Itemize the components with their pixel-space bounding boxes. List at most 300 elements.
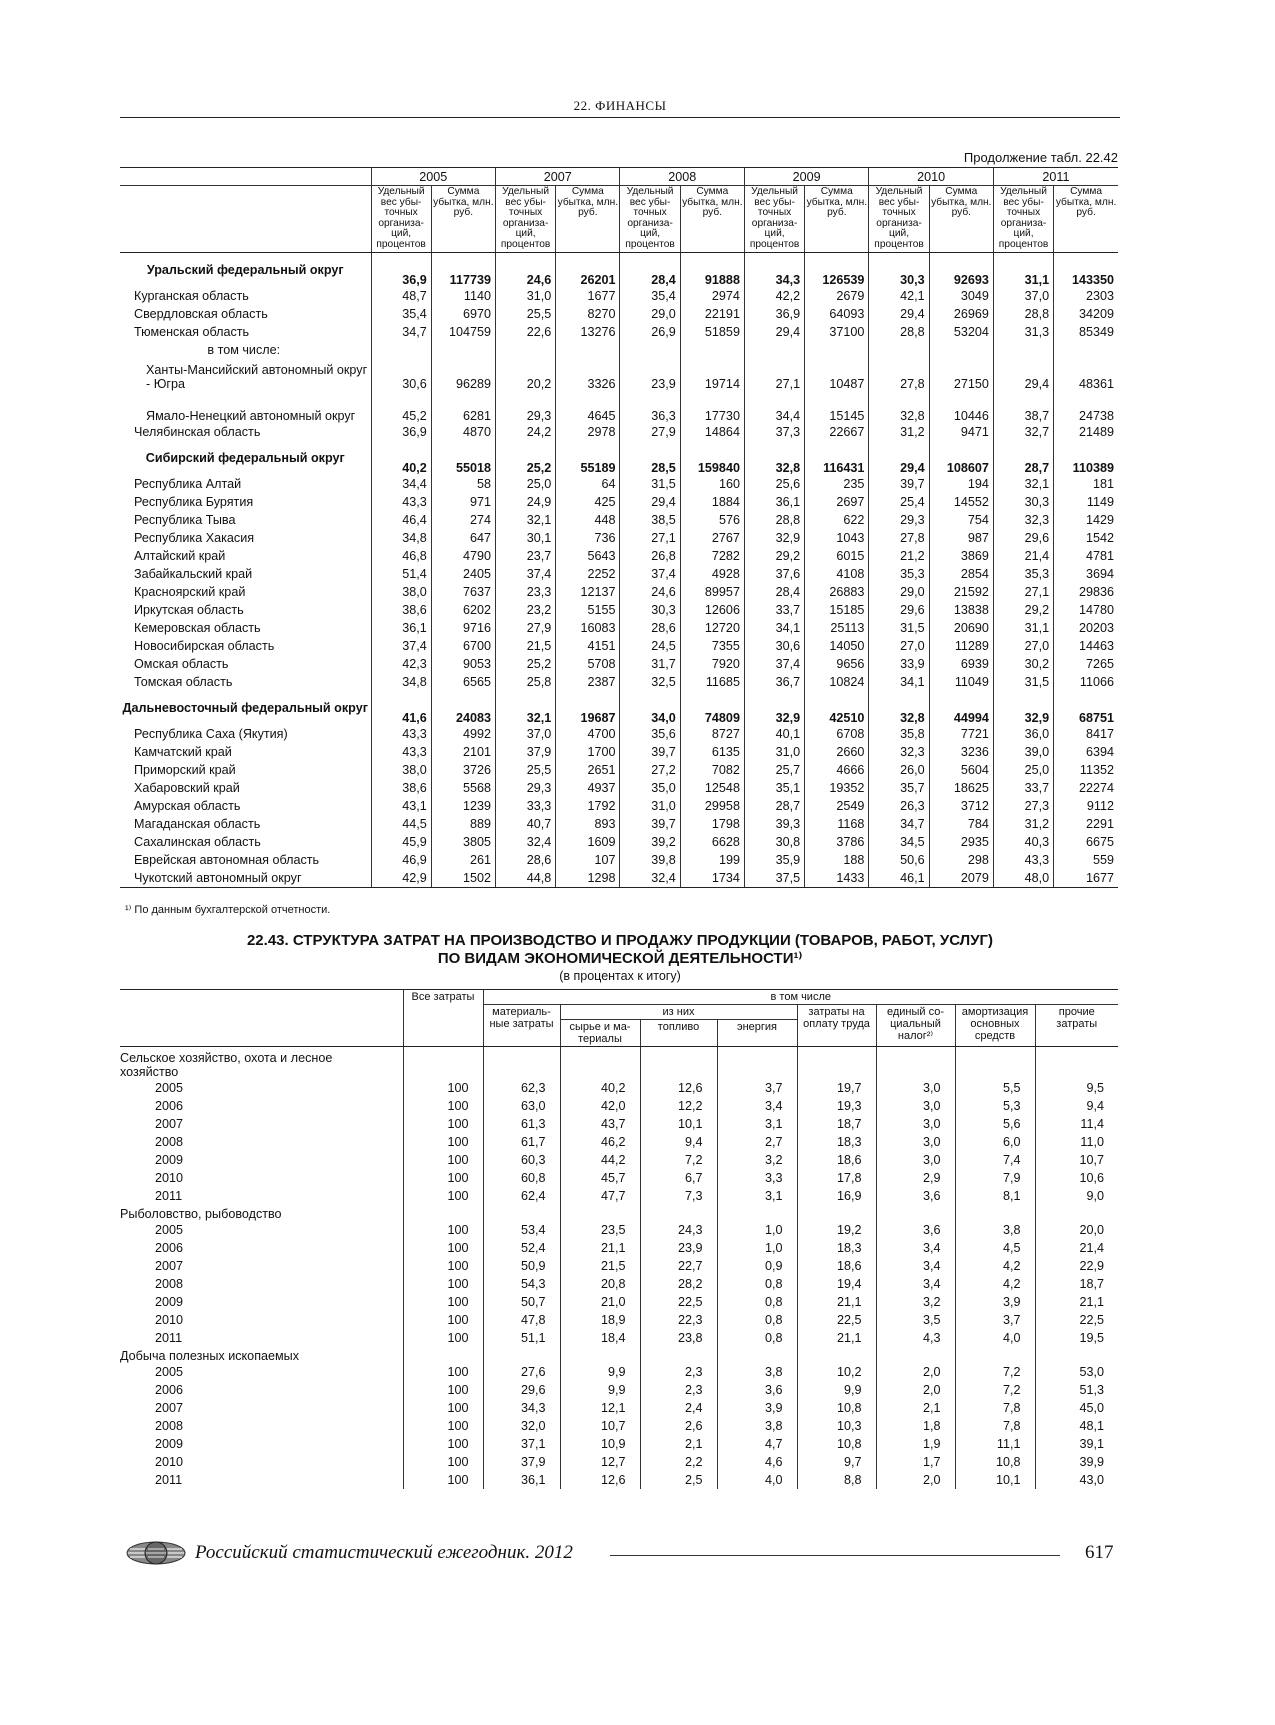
value-cell: 3,2: [717, 1151, 797, 1169]
value-cell: 17730: [680, 391, 744, 423]
value-cell: 3869: [929, 547, 993, 565]
value-cell: 37,4: [744, 655, 804, 673]
value-cell: 28,8: [869, 323, 929, 341]
value-cell: 10,8: [797, 1399, 876, 1417]
value-cell: [993, 341, 1053, 359]
value-cell: 7,2: [955, 1363, 1035, 1381]
table-row: [120, 779, 1118, 797]
value-cell: 26883: [805, 583, 869, 601]
value-cell: 48,7: [371, 287, 431, 305]
year-label: 2007: [155, 1117, 184, 1131]
region-name: Иркутская область: [134, 603, 244, 617]
value-cell: 12,7: [560, 1453, 640, 1471]
value-cell: 100: [403, 1453, 483, 1471]
table-row: [120, 441, 1118, 475]
header-labor-costs: затраты на оплату труда: [797, 1005, 876, 1047]
value-cell: 20,2: [495, 359, 555, 391]
value-cell: 12606: [680, 601, 744, 619]
table-row: [120, 1151, 1118, 1169]
value-cell: 38,6: [371, 779, 431, 797]
value-cell: 4928: [680, 565, 744, 583]
value-cell: 37,1: [483, 1435, 560, 1453]
value-cell: 43,1: [371, 797, 431, 815]
value-cell: 32,4: [620, 869, 680, 888]
value-cell: 31,5: [620, 475, 680, 493]
value-cell: 100: [403, 1133, 483, 1151]
value-cell: 29958: [680, 797, 744, 815]
value-cell: 43,3: [371, 493, 431, 511]
value-cell: 576: [680, 511, 744, 529]
value-cell: 117739: [431, 253, 495, 288]
value-cell: 21,4: [1035, 1239, 1118, 1257]
value-cell: 91888: [680, 253, 744, 288]
value-cell: 39,8: [620, 851, 680, 869]
value-cell: 25,2: [495, 655, 555, 673]
year-header: 2008: [620, 168, 744, 186]
value-cell: 8727: [680, 725, 744, 743]
value-cell: 1700: [556, 743, 620, 761]
value-cell: 44,8: [495, 869, 555, 888]
value-cell: 4151: [556, 637, 620, 655]
year-label: 2010: [155, 1171, 184, 1185]
value-cell: 7721: [929, 725, 993, 743]
value-cell: 37,4: [371, 637, 431, 655]
value-cell: 14552: [929, 493, 993, 511]
value-cell: 34,3: [483, 1399, 560, 1417]
value-cell: 3,7: [717, 1079, 797, 1097]
value-cell: 34,7: [869, 815, 929, 833]
value-cell: 2854: [929, 565, 993, 583]
region-name: Республика Тыва: [134, 513, 236, 527]
value-cell: 7,8: [955, 1417, 1035, 1435]
value-cell: 11,1: [955, 1435, 1035, 1453]
table-row: [120, 1275, 1118, 1293]
value-cell: 2,0: [876, 1381, 955, 1399]
value-cell: 9053: [431, 655, 495, 673]
value-cell: 8,1: [955, 1187, 1035, 1205]
table-row: [120, 359, 1118, 391]
value-cell: 3,6: [876, 1187, 955, 1205]
value-cell: 2405: [431, 565, 495, 583]
region-name: Сибирский федеральный округ: [145, 451, 345, 465]
value-cell: 43,3: [371, 725, 431, 743]
value-cell: 1,0: [717, 1221, 797, 1239]
value-cell: 2,3: [640, 1363, 717, 1381]
value-cell: 22,3: [640, 1311, 717, 1329]
header-other-costs: прочие затраты: [1035, 1005, 1118, 1047]
table-row: [120, 833, 1118, 851]
value-cell: 0,9: [717, 1257, 797, 1275]
value-cell: 31,2: [993, 815, 1053, 833]
value-cell: 22,9: [1035, 1257, 1118, 1275]
value-cell: 31,1: [993, 619, 1053, 637]
year-label: 2005: [155, 1223, 184, 1237]
value-cell: 4,0: [955, 1329, 1035, 1347]
value-cell: 64093: [805, 305, 869, 323]
value-cell: 43,7: [560, 1115, 640, 1133]
value-cell: 35,4: [371, 305, 431, 323]
activity-name: Сельское хозяйство, охота и лесное хозяйство: [120, 1051, 333, 1079]
value-cell: 36,3: [620, 391, 680, 423]
value-cell: 4700: [556, 725, 620, 743]
value-cell: 32,3: [869, 743, 929, 761]
value-cell: 2,1: [876, 1399, 955, 1417]
value-cell: 100: [403, 1079, 483, 1097]
value-cell: 26,8: [620, 547, 680, 565]
value-cell: 29,2: [993, 601, 1053, 619]
value-cell: 3,9: [717, 1399, 797, 1417]
value-cell: 28,8: [744, 511, 804, 529]
table-row: [120, 391, 1118, 423]
value-cell: 100: [403, 1311, 483, 1329]
value-cell: 46,4: [371, 511, 431, 529]
value-cell: 8270: [556, 305, 620, 323]
value-cell: 19,3: [797, 1097, 876, 1115]
value-cell: 39,9: [1035, 1453, 1118, 1471]
year-label: 2010: [155, 1313, 184, 1327]
year-header: 2007: [495, 168, 619, 186]
value-cell: 199: [680, 851, 744, 869]
table-row: [120, 655, 1118, 673]
value-cell: 10,7: [1035, 1151, 1118, 1169]
value-cell: 2079: [929, 869, 993, 888]
value-cell: 11,0: [1035, 1133, 1118, 1151]
value-cell: 28,7: [993, 441, 1053, 475]
footer-title: Российский статистический ежегодник. 2012: [195, 1542, 573, 1563]
value-cell: 33,7: [744, 601, 804, 619]
sum-column-header: Сумма убытка, млн. руб.: [556, 186, 620, 253]
value-cell: 1609: [556, 833, 620, 851]
share-column-header: Удельный вес убы- точных организа- ций, процентов: [495, 186, 555, 253]
value-cell: 39,7: [869, 475, 929, 493]
value-cell: 60,8: [483, 1169, 560, 1187]
value-cell: 7,9: [955, 1169, 1035, 1187]
value-cell: 29,3: [869, 511, 929, 529]
value-cell: 30,1: [495, 529, 555, 547]
empty-cell: [560, 1047, 640, 1080]
value-cell: 24,6: [620, 583, 680, 601]
region-name: Кемеровская область: [134, 621, 261, 635]
value-cell: 12,2: [640, 1097, 717, 1115]
year-header: 2005: [371, 168, 495, 186]
value-cell: [805, 341, 869, 359]
value-cell: 2767: [680, 529, 744, 547]
value-cell: 4,3: [876, 1329, 955, 1347]
value-cell: 3,9: [955, 1293, 1035, 1311]
table-row: [120, 673, 1118, 691]
region-name: Хабаровский край: [134, 781, 240, 795]
table-row: [120, 529, 1118, 547]
header-all-costs: Все затраты: [403, 990, 483, 1047]
value-cell: 159840: [680, 441, 744, 475]
value-cell: 19714: [680, 359, 744, 391]
value-cell: 5643: [556, 547, 620, 565]
value-cell: 3,7: [955, 1311, 1035, 1329]
table-row: [120, 1435, 1118, 1453]
value-cell: [1054, 341, 1118, 359]
value-cell: 2660: [805, 743, 869, 761]
table-row: [120, 691, 1118, 725]
page-number: 617: [1085, 1542, 1114, 1563]
value-cell: 41,6: [371, 691, 431, 725]
empty-cell: [403, 1347, 483, 1363]
value-cell: 889: [431, 815, 495, 833]
table-row: [120, 815, 1118, 833]
value-cell: 37,9: [483, 1453, 560, 1471]
value-cell: 32,7: [993, 423, 1053, 441]
value-cell: 58: [431, 475, 495, 493]
table-row: [120, 1381, 1118, 1399]
table-row: [120, 1453, 1118, 1471]
value-cell: 32,9: [993, 691, 1053, 725]
value-cell: 3805: [431, 833, 495, 851]
empty-cell: [717, 1347, 797, 1363]
value-cell: 100: [403, 1399, 483, 1417]
value-cell: 1239: [431, 797, 495, 815]
value-cell: 50,6: [869, 851, 929, 869]
value-cell: 29,6: [993, 529, 1053, 547]
value-cell: 6675: [1054, 833, 1118, 851]
value-cell: 3,0: [876, 1097, 955, 1115]
value-cell: 29,0: [869, 583, 929, 601]
corner-cell-lower: [120, 186, 371, 253]
value-cell: 27,8: [869, 359, 929, 391]
value-cell: 14864: [680, 423, 744, 441]
value-cell: 28,4: [620, 253, 680, 288]
value-cell: 30,6: [744, 637, 804, 655]
value-cell: 28,8: [993, 305, 1053, 323]
value-cell: [556, 341, 620, 359]
value-cell: 2252: [556, 565, 620, 583]
region-name: в том числе:: [207, 343, 281, 357]
value-cell: 36,1: [744, 493, 804, 511]
value-cell: 21,5: [495, 637, 555, 655]
value-cell: 68751: [1054, 691, 1118, 725]
value-cell: 6,7: [640, 1169, 717, 1187]
value-cell: 3326: [556, 359, 620, 391]
value-cell: [431, 341, 495, 359]
value-cell: 21,1: [560, 1239, 640, 1257]
table-row: [120, 761, 1118, 779]
value-cell: 29,6: [483, 1381, 560, 1399]
value-cell: 26201: [556, 253, 620, 288]
value-cell: 18,7: [1035, 1275, 1118, 1293]
value-cell: 5155: [556, 601, 620, 619]
empty-cell: [876, 1047, 955, 1080]
value-cell: 0,8: [717, 1275, 797, 1293]
value-cell: 21,1: [797, 1329, 876, 1347]
value-cell: 18,4: [560, 1329, 640, 1347]
header-material-costs: материаль- ные затраты: [483, 1005, 560, 1047]
value-cell: 51,1: [483, 1329, 560, 1347]
value-cell: 34209: [1054, 305, 1118, 323]
value-cell: 61,3: [483, 1115, 560, 1133]
value-cell: 40,2: [560, 1079, 640, 1097]
value-cell: 31,5: [993, 673, 1053, 691]
value-cell: 31,0: [620, 797, 680, 815]
value-cell: 28,6: [495, 851, 555, 869]
value-cell: 46,9: [371, 851, 431, 869]
value-cell: [744, 341, 804, 359]
table-row: [120, 1417, 1118, 1435]
value-cell: 17,8: [797, 1169, 876, 1187]
value-cell: 20690: [929, 619, 993, 637]
value-cell: [495, 341, 555, 359]
year-label: 2009: [155, 1295, 184, 1309]
value-cell: 2,0: [876, 1363, 955, 1381]
value-cell: 7,8: [955, 1399, 1035, 1417]
value-cell: 2549: [805, 797, 869, 815]
value-cell: 34,5: [869, 833, 929, 851]
value-cell: 298: [929, 851, 993, 869]
table-row: [120, 619, 1118, 637]
value-cell: 40,2: [371, 441, 431, 475]
value-cell: 2978: [556, 423, 620, 441]
value-cell: 1298: [556, 869, 620, 888]
value-cell: 24,5: [620, 637, 680, 655]
value-cell: 35,6: [620, 725, 680, 743]
value-cell: 36,9: [371, 253, 431, 288]
value-cell: 39,7: [620, 743, 680, 761]
value-cell: 7265: [1054, 655, 1118, 673]
table-row: [120, 1187, 1118, 1205]
value-cell: 11685: [680, 673, 744, 691]
value-cell: 26,9: [620, 323, 680, 341]
value-cell: 3,4: [876, 1275, 955, 1293]
value-cell: 9112: [1054, 797, 1118, 815]
value-cell: [680, 341, 744, 359]
value-cell: 37,4: [495, 565, 555, 583]
value-cell: 23,8: [640, 1329, 717, 1347]
share-column-header: Удельный вес убы- точных организа- ций, процентов: [993, 186, 1053, 253]
value-cell: 29,0: [620, 305, 680, 323]
value-cell: 20203: [1054, 619, 1118, 637]
value-cell: 100: [403, 1257, 483, 1275]
value-cell: 34,4: [371, 475, 431, 493]
value-cell: 22191: [680, 305, 744, 323]
value-cell: 25,7: [744, 761, 804, 779]
value-cell: 38,0: [371, 583, 431, 601]
value-cell: 2974: [680, 287, 744, 305]
value-cell: 4645: [556, 391, 620, 423]
value-cell: 39,2: [620, 833, 680, 851]
value-cell: 19,2: [797, 1221, 876, 1239]
value-cell: 33,9: [869, 655, 929, 673]
value-cell: 62,3: [483, 1079, 560, 1097]
value-cell: 2387: [556, 673, 620, 691]
value-cell: 40,7: [495, 815, 555, 833]
table-row: [120, 601, 1118, 619]
empty-cell: [483, 1047, 560, 1080]
value-cell: 34,0: [620, 691, 680, 725]
year-header: 2009: [744, 168, 868, 186]
value-cell: 21,0: [560, 1293, 640, 1311]
corner-cell: [120, 990, 403, 1047]
table-row: [120, 493, 1118, 511]
value-cell: 27,1: [620, 529, 680, 547]
value-cell: 100: [403, 1435, 483, 1453]
value-cell: 261: [431, 851, 495, 869]
value-cell: 43,3: [371, 743, 431, 761]
value-cell: 1168: [805, 815, 869, 833]
value-cell: 44,2: [560, 1151, 640, 1169]
value-cell: 4,2: [955, 1257, 1035, 1275]
value-cell: 42,9: [371, 869, 431, 888]
empty-cell: [797, 1205, 876, 1221]
value-cell: 18,3: [797, 1133, 876, 1151]
value-cell: 32,1: [495, 511, 555, 529]
value-cell: 25,5: [495, 761, 555, 779]
value-cell: 35,0: [620, 779, 680, 797]
region-name: Алтайский край: [134, 549, 226, 563]
value-cell: 38,7: [993, 391, 1053, 423]
value-cell: 100: [403, 1169, 483, 1187]
value-cell: 34,3: [744, 253, 804, 288]
table-row: [120, 1079, 1118, 1097]
value-cell: 51859: [680, 323, 744, 341]
table-row: [120, 637, 1118, 655]
value-cell: 45,2: [371, 391, 431, 423]
table-row: [120, 565, 1118, 583]
header-raw-materials: сырье и ма- териалы: [560, 1020, 640, 1047]
share-column-header: Удельный вес убы- точных организа- ций, процентов: [371, 186, 431, 253]
value-cell: 22,7: [640, 1257, 717, 1275]
value-cell: 3,0: [876, 1133, 955, 1151]
value-cell: 18,6: [797, 1151, 876, 1169]
empty-cell: [797, 1047, 876, 1080]
value-cell: 35,9: [744, 851, 804, 869]
value-cell: 35,4: [620, 287, 680, 305]
value-cell: 26969: [929, 305, 993, 323]
value-cell: 107: [556, 851, 620, 869]
table-row: [120, 1399, 1118, 1417]
value-cell: 3,8: [717, 1417, 797, 1435]
region-name: Приморский край: [134, 763, 236, 777]
value-cell: 11289: [929, 637, 993, 655]
value-cell: 29,3: [495, 391, 555, 423]
value-cell: 7355: [680, 637, 744, 655]
value-cell: 29,4: [993, 359, 1053, 391]
value-cell: 46,2: [560, 1133, 640, 1151]
value-cell: 18,7: [797, 1115, 876, 1133]
value-cell: 31,1: [993, 253, 1053, 288]
running-header: 22. ФИНАНСЫ: [573, 98, 667, 113]
value-cell: 10,3: [797, 1417, 876, 1435]
value-cell: 43,3: [993, 851, 1053, 869]
value-cell: 10,9: [560, 1435, 640, 1453]
value-cell: 1502: [431, 869, 495, 888]
value-cell: 74809: [680, 691, 744, 725]
empty-cell: [955, 1047, 1035, 1080]
table-row: [120, 851, 1118, 869]
value-cell: [371, 341, 431, 359]
value-cell: 9,7: [797, 1453, 876, 1471]
value-cell: 39,3: [744, 815, 804, 833]
value-cell: 27,9: [620, 423, 680, 441]
table-row: [120, 583, 1118, 601]
year-header: 2011: [993, 168, 1118, 186]
value-cell: 25,6: [744, 475, 804, 493]
value-cell: 1677: [1054, 869, 1118, 888]
value-cell: 27,0: [993, 637, 1053, 655]
value-cell: 12720: [680, 619, 744, 637]
value-cell: 18,6: [797, 1257, 876, 1275]
section-row: [120, 1047, 1118, 1080]
value-cell: 3786: [805, 833, 869, 851]
value-cell: 23,2: [495, 601, 555, 619]
sum-column-header: Сумма убытка, млн. руб.: [680, 186, 744, 253]
value-cell: 6135: [680, 743, 744, 761]
